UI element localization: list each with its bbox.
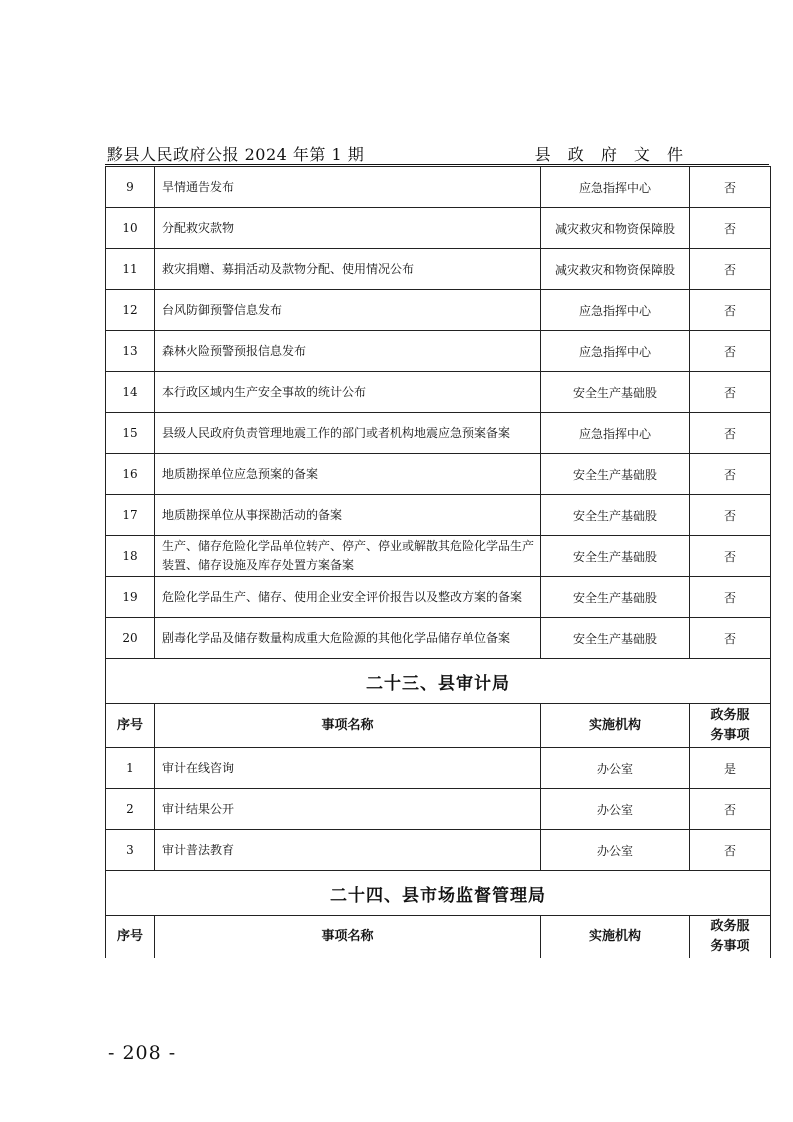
item-name: 分配救灾款物 [155,208,541,249]
is-service-item: 否 [690,577,771,618]
column-header-row [106,704,771,748]
col-header-no: 序号 [106,916,155,959]
table-row [106,577,771,618]
row-number: 13 [106,331,155,372]
table-row [106,789,771,830]
is-service-item: 否 [690,372,771,413]
item-name: 审计结果公开 [155,789,541,830]
implementing-agency: 应急指挥中心 [541,290,690,331]
col-header-org: 实施机构 [541,916,690,959]
row-number: 19 [106,577,155,618]
is-service-item: 否 [690,290,771,331]
item-name: 审计在线咨询 [155,748,541,789]
implementing-agency: 应急指挥中心 [541,167,690,208]
bulletin-title: 黟县人民政府公报 2024 年第 1 期 [107,145,365,164]
table-row [106,536,771,577]
row-number: 9 [106,167,155,208]
item-name: 地质勘探单位从事探勘活动的备案 [155,495,541,536]
row-number: 14 [106,372,155,413]
col-header-org: 实施机构 [541,704,690,748]
col-header-service-line1: 政务服 [710,707,750,723]
section-title-audit-bureau: 二十三、县审计局 [106,659,771,704]
item-name: 本行政区域内生产安全事故的统计公布 [155,372,541,413]
table-row [106,830,771,871]
column-header-row [106,916,771,959]
is-service-item: 否 [690,495,771,536]
item-name: 生产、储存危险化学品单位转产、停产、停业或解散其危险化学品生产装置、储存设施及库存处置方案备案 [155,536,541,577]
implementing-agency: 安全生产基础股 [541,372,690,413]
is-service-item: 否 [690,413,771,454]
item-name: 台风防御预警信息发布 [155,290,541,331]
implementing-agency: 办公室 [541,748,690,789]
table-row [106,413,771,454]
row-number: 11 [106,249,155,290]
section-header-row [106,871,771,916]
section-header-row [106,659,771,704]
page-header [105,140,769,165]
document-category: 县 政 府 文 件 [534,145,689,164]
implementing-agency: 减灾救灾和物资保障股 [541,249,690,290]
implementing-agency: 安全生产基础股 [541,618,690,659]
col-header-name: 事项名称 [155,916,541,959]
implementing-agency: 应急指挥中心 [541,413,690,454]
is-service-item: 否 [690,536,771,577]
row-number: 10 [106,208,155,249]
item-name: 危险化学品生产、储存、使用企业安全评价报告以及整改方案的备案 [155,577,541,618]
is-service-item: 是 [690,748,771,789]
item-name: 旱情通告发布 [155,167,541,208]
is-service-item: 否 [690,830,771,871]
col-header-service [690,916,771,959]
table-row [106,208,771,249]
row-number: 15 [106,413,155,454]
item-name: 森林火险预警预报信息发布 [155,331,541,372]
item-name: 县级人民政府负责管理地震工作的部门或者机构地震应急预案备案 [155,413,541,454]
row-number: 18 [106,536,155,577]
is-service-item: 否 [690,618,771,659]
table-row [106,249,771,290]
implementing-agency: 安全生产基础股 [541,536,690,577]
is-service-item: 否 [690,167,771,208]
row-number: 1 [106,748,155,789]
col-header-service-line1: 政务服 [710,919,750,934]
implementing-agency: 应急指挥中心 [541,331,690,372]
page-number: - 208 - [108,1042,177,1064]
table-row [106,454,771,495]
table-row [106,167,771,208]
implementing-agency: 办公室 [541,830,690,871]
is-service-item: 否 [690,454,771,495]
col-header-name: 事项名称 [155,704,541,748]
row-number: 2 [106,789,155,830]
is-service-item: 否 [690,789,771,830]
implementing-agency: 安全生产基础股 [541,495,690,536]
col-header-service-line2: 务事项 [710,727,750,743]
implementing-agency: 减灾救灾和物资保障股 [541,208,690,249]
row-number: 3 [106,830,155,871]
row-number: 12 [106,290,155,331]
implementing-agency: 安全生产基础股 [541,454,690,495]
disclosure-table [105,166,771,958]
item-name: 救灾捐赠、募捐活动及款物分配、使用情况公布 [155,249,541,290]
item-name: 审计普法教育 [155,830,541,871]
row-number: 20 [106,618,155,659]
row-number: 16 [106,454,155,495]
table-row [106,495,771,536]
section-title-market-supervision: 二十四、县市场监督管理局 [106,871,771,916]
col-header-no: 序号 [106,704,155,748]
is-service-item: 否 [690,249,771,290]
table-row [106,290,771,331]
table-row [106,748,771,789]
is-service-item: 否 [690,208,771,249]
col-header-service [690,704,771,748]
item-name: 地质勘探单位应急预案的备案 [155,454,541,495]
row-number: 17 [106,495,155,536]
implementing-agency: 办公室 [541,789,690,830]
col-header-service-line2: 务事项 [710,939,750,954]
table-row [106,372,771,413]
table-row [106,331,771,372]
table-row [106,618,771,659]
implementing-agency: 安全生产基础股 [541,577,690,618]
is-service-item: 否 [690,331,771,372]
item-name: 剧毒化学品及储存数量构成重大危险源的其他化学品储存单位备案 [155,618,541,659]
